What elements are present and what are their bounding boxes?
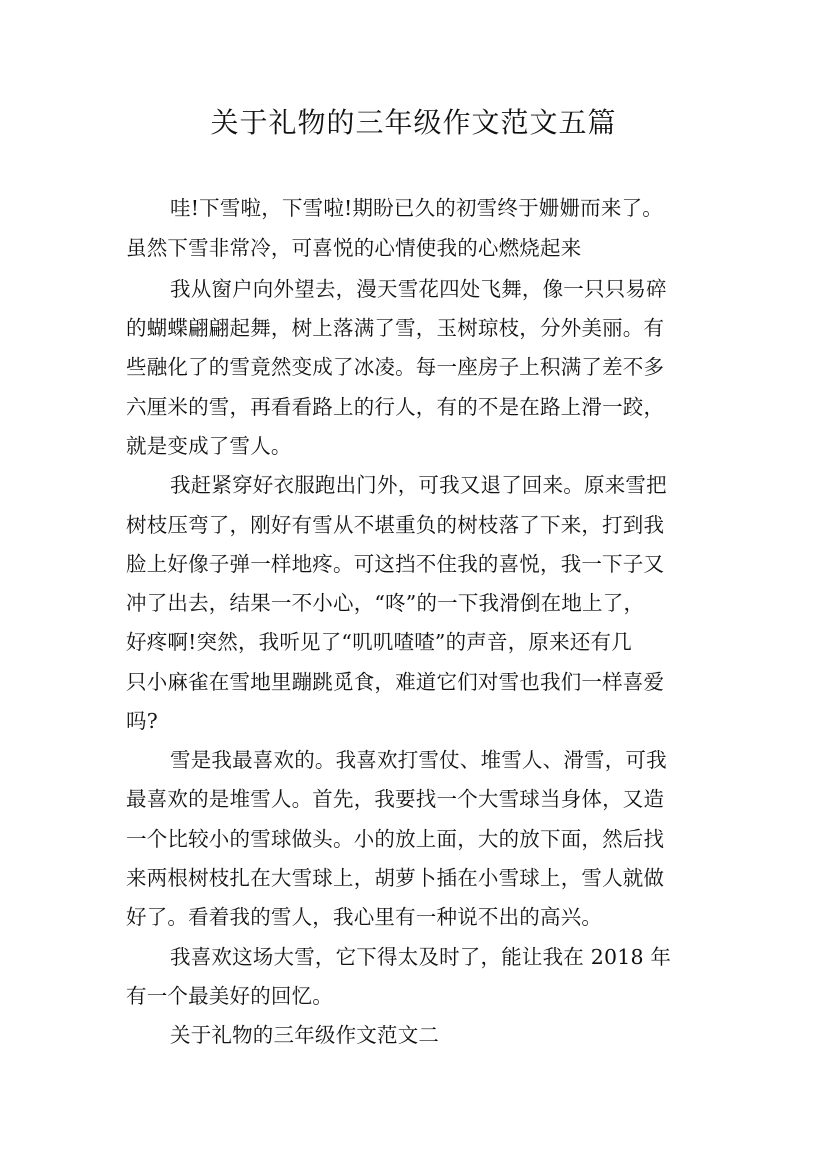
paragraph-line: 就是变成了雪人。 <box>126 434 292 458</box>
paragraph-line: 的蝴蝶翩翩起舞，树上落满了雪，玉树琼枝，分外美丽。有 <box>126 316 665 340</box>
paragraph-line: 冲了出去，结果一不小心，“咚”的一下我滑倒在地上了， <box>126 591 645 615</box>
paragraph-line: 六厘米的雪，再看看路上的行人，有的不是在路上滑一跤， <box>126 395 665 419</box>
document-title: 关于礼物的三年级作文范文五篇 <box>210 106 617 139</box>
paragraph-line: 脸上好像子弹一样地疼。可这挡不住我的喜悦，我一下子又 <box>126 552 665 576</box>
paragraph-line: 最喜欢的是堆雪人。首先，我要找一个大雪球当身体，又造 <box>126 787 665 811</box>
paragraph-line: 哇!下雪啦，下雪啦!期盼已久的初雪终于姗姗而来了。 <box>170 196 663 220</box>
section-heading: 关于礼物的三年级作文范文二 <box>170 1023 440 1047</box>
paragraph-line: 吗? <box>126 709 158 733</box>
paragraph-line: 好了。看着我的雪人，我心里有一种说不出的高兴。 <box>126 905 603 929</box>
paragraph-line: 虽然下雪非常冷，可喜悦的心情使我的心燃烧起来 <box>126 236 582 260</box>
paragraph-line: 树枝压弯了，刚好有雪从不堪重负的树枝落了下来，打到我 <box>126 513 665 537</box>
paragraph-line: 有一个最美好的回忆。 <box>126 984 333 1008</box>
paragraph-line: 我喜欢这场大雪，它下得太及时了，能让我在 2018 年 <box>170 945 672 969</box>
paragraph-line: 来两根树枝扎在大雪球上，胡萝卜插在小雪球上，雪人就做 <box>126 866 665 890</box>
paragraph-line: 好疼啊!突然，我听见了“叽叽喳喳”的声音，原来还有几 <box>126 630 632 654</box>
paragraph-line: 我赶紧穿好衣服跑出门外，可我又退了回来。原来雪把 <box>170 473 667 497</box>
paragraph-line: 些融化了的雪竟然变成了冰凌。每一座房子上积满了差不多 <box>126 355 665 379</box>
paragraph-line: 一个比较小的雪球做头。小的放上面，大的放下面，然后找 <box>126 827 665 851</box>
paragraph-line: 我从窗户向外望去，漫天雪花四处飞舞，像一只只易碎 <box>170 277 667 301</box>
paragraph-line: 雪是我最喜欢的。我喜欢打雪仗、堆雪人、滑雪，可我 <box>170 748 667 772</box>
paragraph-line: 只小麻雀在雪地里蹦跳觅食，难道它们对雪也我们一样喜爱 <box>126 670 665 694</box>
